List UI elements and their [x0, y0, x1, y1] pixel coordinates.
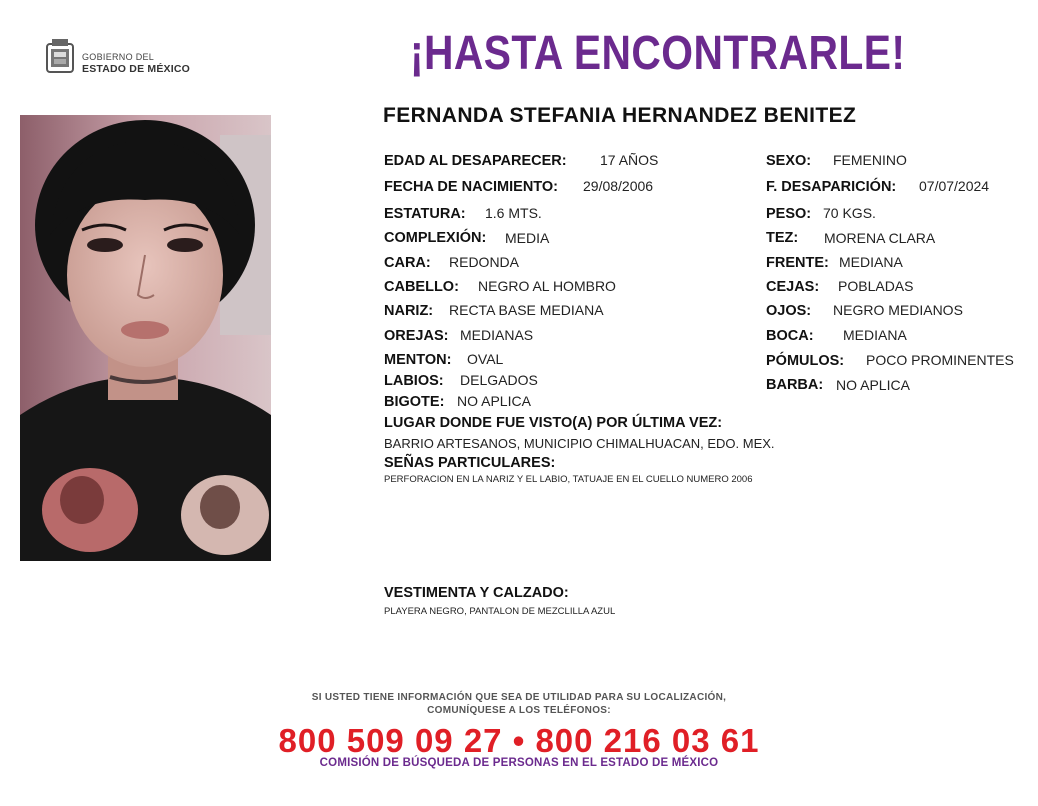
field-label-ojos: OJOS:	[766, 303, 812, 319]
field-value-fecha-nacimiento: 29/08/2006	[583, 178, 654, 194]
government-logo	[42, 38, 202, 80]
field-value-sexo: FEMENINO	[833, 152, 907, 168]
logo-line-1: GOBIERNO DEL	[82, 52, 155, 62]
clothing-value: PLAYERA NEGRO, PANTALON DE MEZCLILLA AZUL	[384, 606, 616, 617]
field-value-peso: 70 KGS.	[823, 205, 876, 221]
field-label-cara: CARA:	[384, 255, 431, 271]
field-value-edad: 17 AÑOS	[600, 152, 659, 168]
field-value-nariz: RECTA BASE MEDIANA	[449, 302, 604, 318]
field-value-barba: NO APLICA	[836, 377, 910, 393]
headline: ¡HASTA ENCONTRARLE!	[410, 27, 906, 80]
marks-value: PERFORACION EN LA NARIZ Y EL LABIO, TATUAJE EN EL CUELLO NUMERO 2006	[384, 474, 753, 485]
field-label-peso: PESO:	[766, 206, 812, 222]
field-label-orejas: OREJAS:	[384, 328, 449, 344]
footer-info-line-1: SI USTED TIENE INFORMACIÓN QUE SEA DE UTILIDAD PARA SU LOCALIZACIÓN,	[311, 692, 727, 703]
field-value-complexion: MEDIA	[505, 230, 550, 246]
field-value-tez: MORENA CLARA	[824, 230, 936, 246]
phone-numbers	[0, 722, 1038, 760]
phone-number-2[interactable]: 800 216 03 61	[535, 722, 760, 759]
field-value-orejas: MEDIANAS	[460, 327, 534, 343]
field-value-pomulos: POCO PROMINENTES	[866, 352, 1014, 368]
phone-number-1[interactable]: 800 509 09 27	[278, 722, 503, 759]
person-name: FERNANDA STEFANIA HERNANDEZ BENITEZ	[383, 104, 857, 127]
field-value-cejas: POBLADAS	[838, 278, 914, 294]
field-value-ojos: NEGRO MEDIANOS	[833, 302, 963, 318]
field-value-menton: OVAL	[467, 351, 504, 367]
field-value-f-desaparicion: 07/07/2024	[919, 178, 990, 194]
field-label-complexion: COMPLEXIÓN:	[384, 230, 487, 246]
field-label-bigote: BIGOTE:	[384, 394, 445, 410]
field-label-nariz: NARIZ:	[384, 303, 434, 319]
field-label-fecha-nacimiento: FECHA DE NACIMIENTO:	[384, 179, 558, 195]
field-value-boca: MEDIANA	[843, 327, 907, 343]
field-label-menton: MENTON:	[384, 352, 452, 368]
field-label-labios: LABIOS:	[384, 373, 444, 389]
field-label-cejas: CEJAS:	[766, 279, 820, 295]
field-label-sexo: SEXO:	[766, 153, 812, 169]
person-photo	[20, 115, 271, 561]
clothing-label: VESTIMENTA Y CALZADO:	[384, 585, 569, 601]
last-seen-value: BARRIO ARTESANOS, MUNICIPIO CHIMALHUACAN, EDO. MEX.	[384, 436, 775, 451]
state-seal-icon	[44, 38, 76, 76]
commission-name: COMISIÓN DE BÚSQUEDA DE PERSONAS EN EL ESTADO DE MÉXICO	[319, 757, 719, 769]
field-label-estatura: ESTATURA:	[384, 206, 466, 222]
footer-info-line-2: COMUNÍQUESE A LOS TELÉFONOS:	[427, 705, 611, 716]
field-label-barba: BARBA:	[766, 377, 824, 393]
phone-separator: •	[512, 722, 526, 759]
marks-label: SEÑAS PARTICULARES:	[384, 455, 556, 471]
field-label-pomulos: PÓMULOS:	[766, 353, 845, 369]
logo-line-2: ESTADO DE MÉXICO	[82, 63, 191, 75]
field-label-f-desaparicion: F. DESAPARICIÓN:	[766, 179, 897, 195]
field-value-cabello: NEGRO AL HOMBRO	[478, 278, 616, 294]
field-value-estatura: 1.6 MTS.	[485, 205, 542, 221]
field-label-tez: TEZ:	[766, 230, 799, 246]
field-value-cara: REDONDA	[449, 254, 520, 270]
field-label-frente: FRENTE:	[766, 255, 829, 271]
field-value-frente: MEDIANA	[839, 254, 903, 270]
field-label-edad: EDAD AL DESAPARECER:	[384, 153, 567, 169]
field-value-labios: DELGADOS	[460, 372, 538, 388]
last-seen-label: LUGAR DONDE FUE VISTO(A) POR ÚLTIMA VEZ:	[384, 415, 723, 431]
field-label-boca: BOCA:	[766, 328, 814, 344]
field-label-cabello: CABELLO:	[384, 279, 459, 295]
field-value-bigote: NO APLICA	[457, 393, 531, 409]
